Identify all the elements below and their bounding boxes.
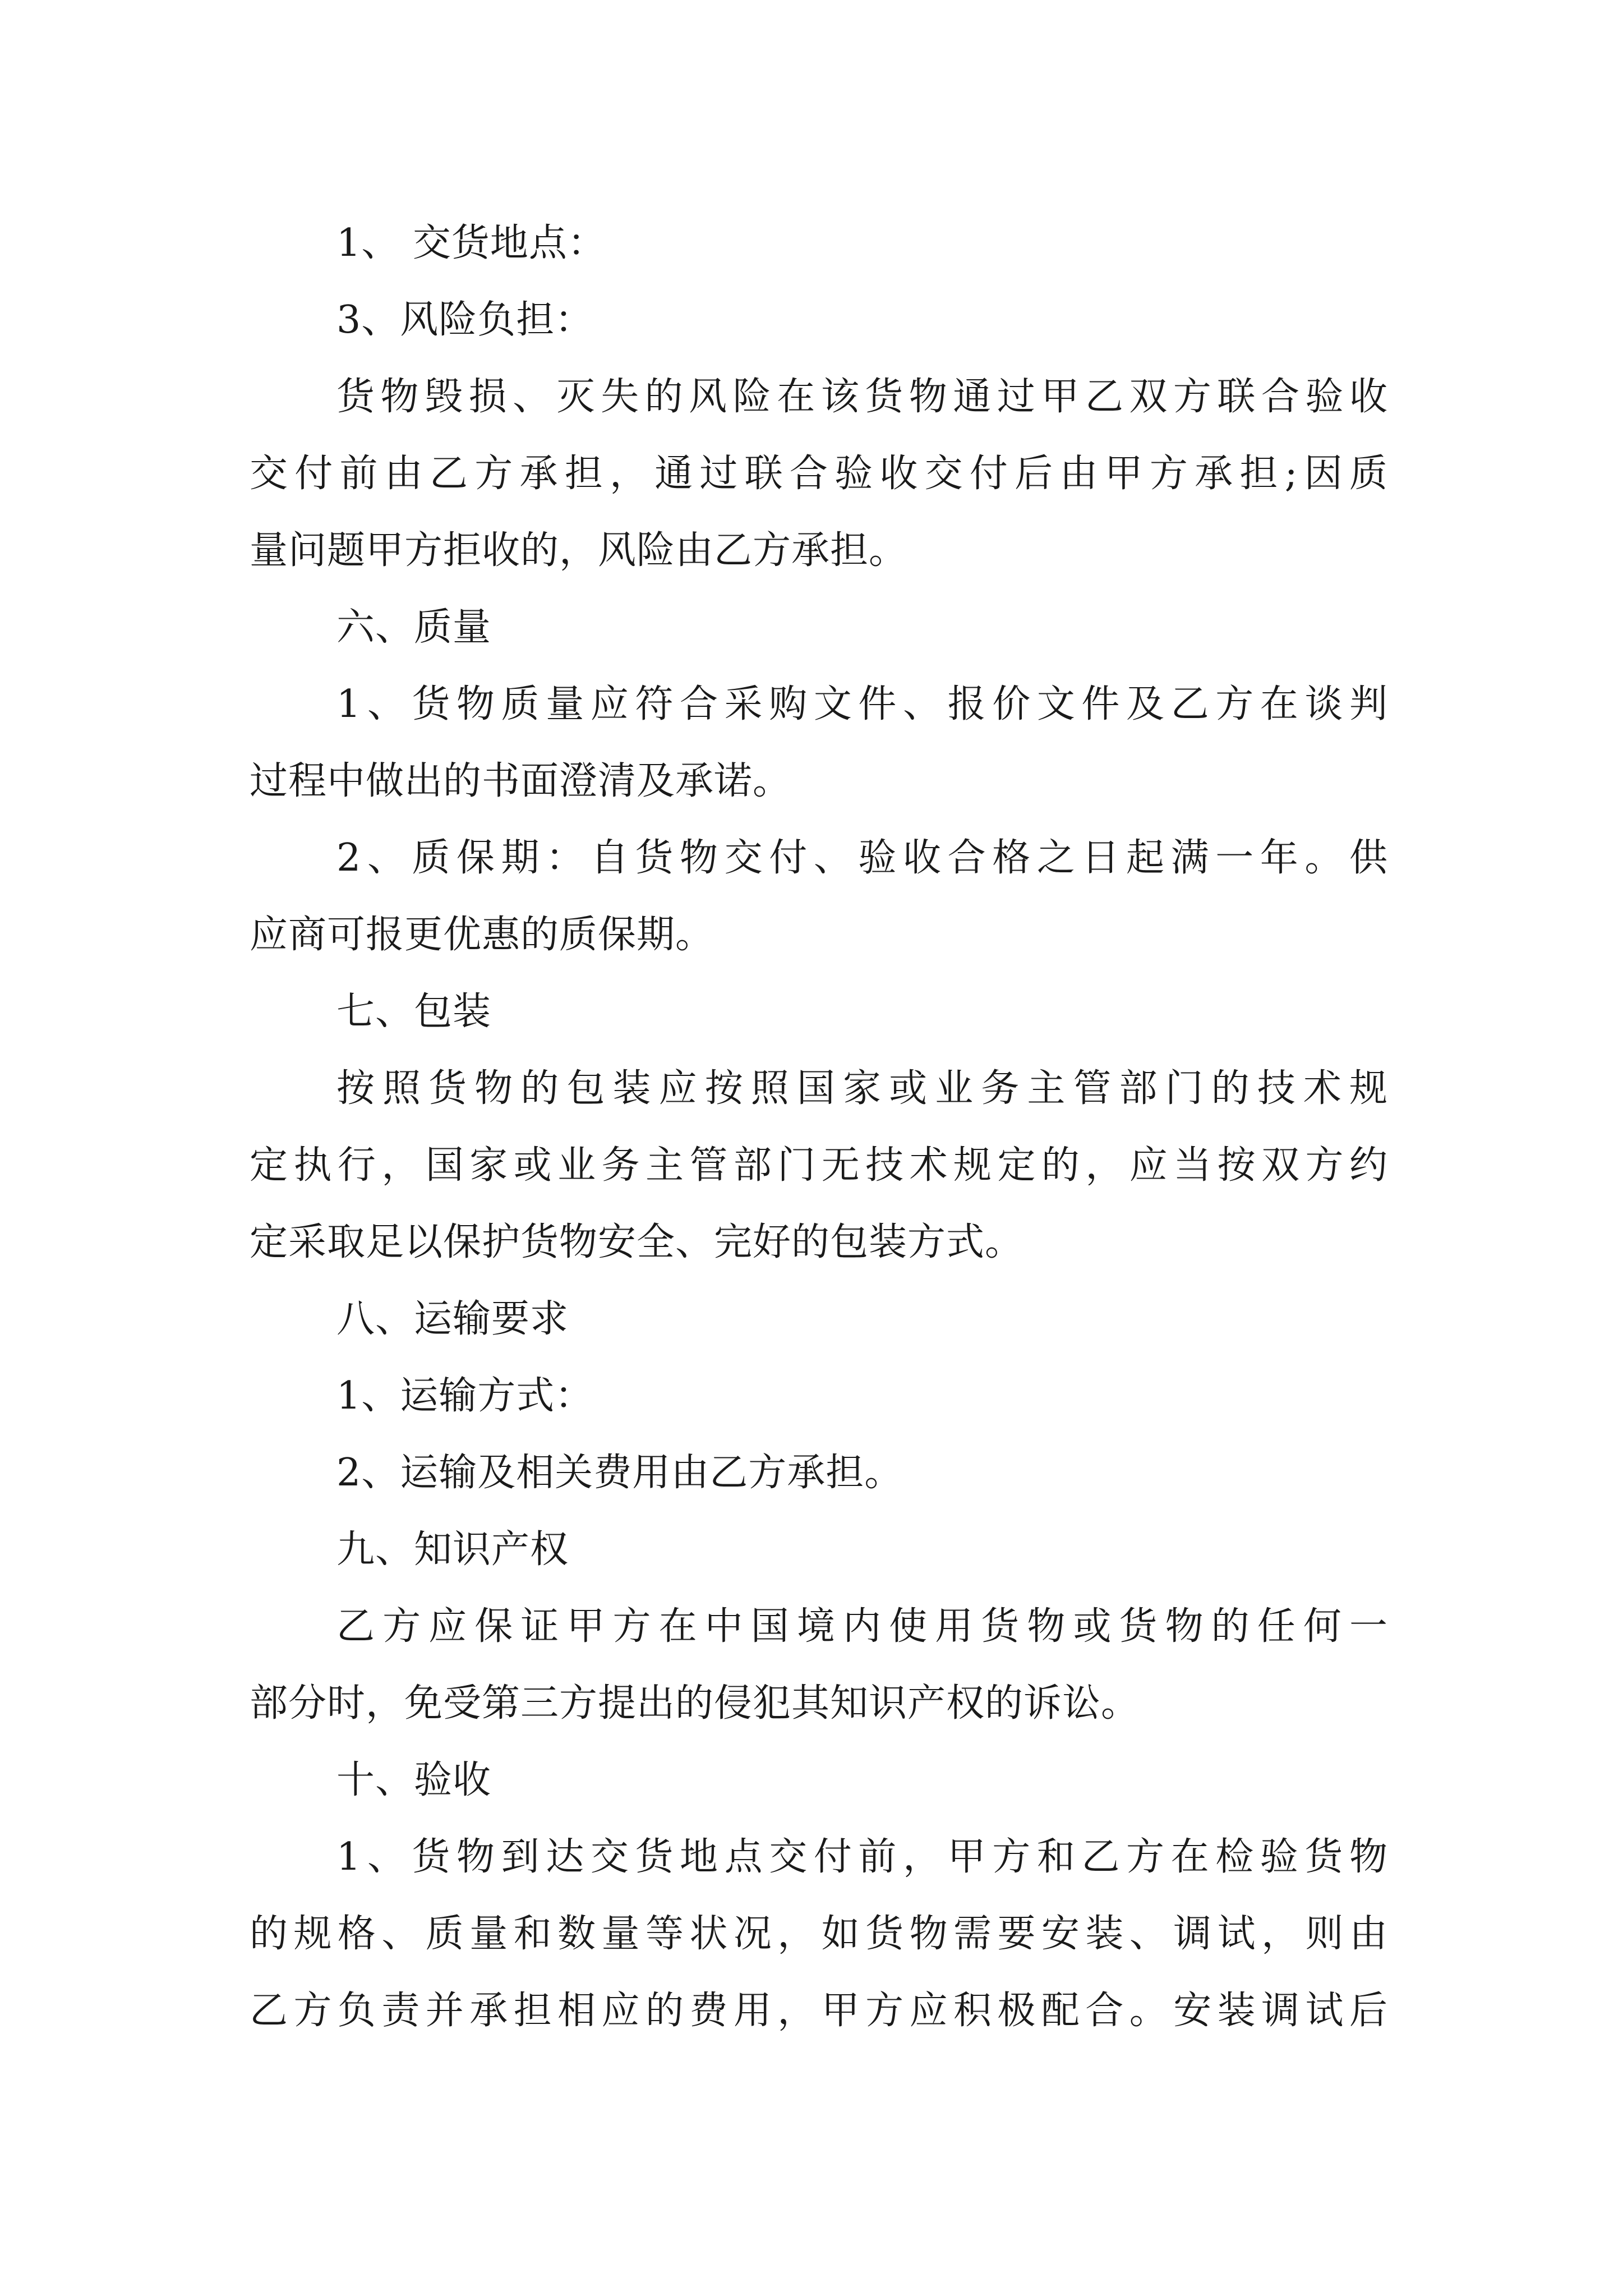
- risk-paragraph-line-1: 货物毁损、灭失的风险在该货物通过甲乙双方联合验收: [336, 375, 1388, 419]
- transport-item-1: 1、运输方式：: [336, 1374, 594, 1418]
- packaging-paragraph-line-2: 定执行，国家或业务主管部门无技术规定的，应当按双方约: [250, 1143, 1388, 1188]
- acceptance-item-1-line-2: 的规格、质量和数量等状况，如货物需要安装、调试，则由: [250, 1912, 1388, 1956]
- risk-paragraph-line-2: 交付前由乙方承担，通过联合验收交付后由甲方承担;因质: [250, 452, 1388, 496]
- transport-item-2: 2、运输及相关费用由乙方承担。: [336, 1451, 903, 1495]
- ip-paragraph-line-2: 部分时，免受第三方提出的侵犯其知识产权的诉讼。: [250, 1681, 1140, 1726]
- quality-item-1-line-1: 1、货物质量应符合采购文件、报价文件及乙方在谈判: [336, 682, 1388, 726]
- section-heading-ip: 九、知识产权: [336, 1527, 569, 1572]
- section-heading-transport: 八、运输要求: [336, 1297, 569, 1341]
- packaging-paragraph-line-1: 按照货物的包装应按照国家或业务主管部门的技术规: [336, 1066, 1388, 1111]
- section-heading-packaging: 七、包装: [336, 990, 492, 1034]
- acceptance-item-1-line-1: 1、货物到达交货地点交付前，甲方和乙方在检验货物: [336, 1835, 1388, 1879]
- section-heading-acceptance: 十、验收: [336, 1758, 492, 1802]
- acceptance-item-1-line-3: 乙方负责并承担相应的费用，甲方应积极配合。安装调试后: [250, 1989, 1388, 2033]
- quality-item-1-line-2: 过程中做出的书面澄清及承诺。: [250, 759, 792, 803]
- quality-item-2-line-1: 2、质保期：自货物交付、验收合格之日起满一年。供: [336, 836, 1388, 880]
- clause-risk-bearing: 3、风险负担：: [336, 298, 594, 342]
- section-heading-quality: 六、质量: [336, 605, 492, 650]
- risk-paragraph-line-3: 量问题甲方拒收的，风险由乙方承担。: [250, 528, 908, 573]
- ip-paragraph-line-1: 乙方应保证甲方在中国境内使用货物或货物的任何一: [336, 1604, 1388, 1649]
- quality-item-2-line-2: 应商可报更优惠的质保期。: [250, 913, 714, 957]
- packaging-paragraph-line-3: 定采取足以保护货物安全、完好的包装方式。: [250, 1220, 1024, 1264]
- clause-delivery-location: 1、 交货地点：: [336, 221, 606, 265]
